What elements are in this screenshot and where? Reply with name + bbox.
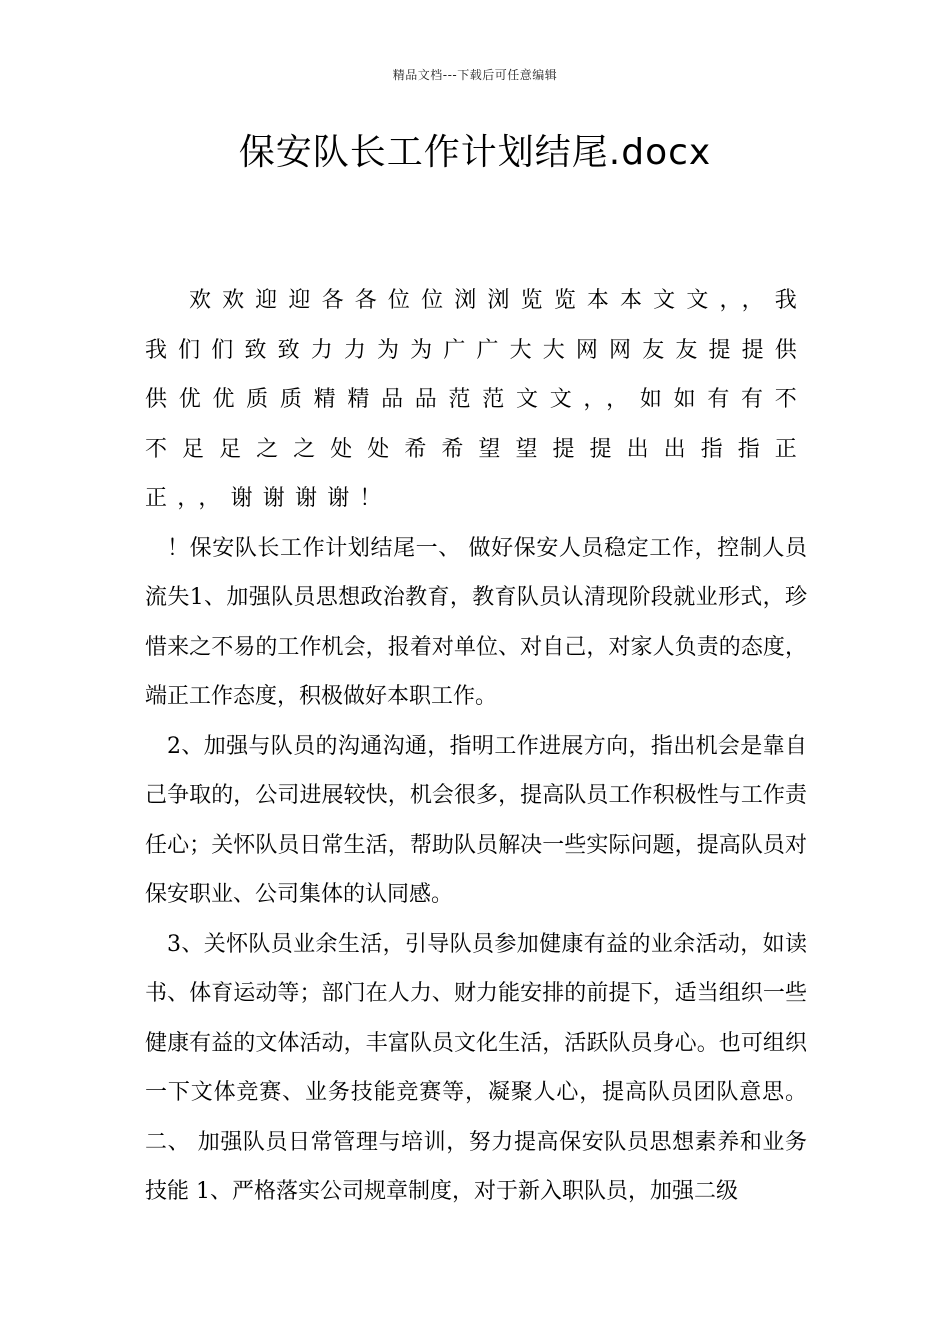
paragraph-1: ！保安队长工作计划结尾一、 做好保安人员稳定工作，控制人员流失1、加强队员思想政治教育，教育队员认清现阶段就业形式，珍惜来之不易的工作机会，报着对单位、对自己，对家人负责的态度，端正工作态度，积极做好本职工作。 [145, 535, 807, 709]
document-title: 保安队长工作计划结尾.docx [238, 132, 712, 173]
paragraph-3: 3、关怀队员业余生活，引导队员参加健康有益的业余活动，如读书、体育运动等；部门在人力、财力能安排的前提下，适当组织一些健康有益的文体活动，丰富队员文化生活，活跃队员身心。也可组织一下文体竞赛、业务技能竞赛等，凝聚人心，提高队员团队意思。二、 加强队员日常管理与培训，努力提高保安队员思想素养和业务技能 1、严格落实公司规章制度，对于新入职队员，加强二级 [145, 931, 807, 1204]
document-body [145, 276, 807, 1217]
paragraph-welcome: 欢欢迎迎各各位位浏浏览览本本文文，，我我们们致致力力为为广广大大网网友友提提供供优优质质精精品品范范文文，，如如有有不不足足之之处处希希望望提提出出指指正正，，谢谢谢谢！ [145, 288, 807, 511]
header-note: 精品文档---下载后可任意编辑 [392, 68, 558, 82]
paragraph-2: 2、加强与队员的沟通沟通，指明工作进展方向，指出机会是靠自己争取的，公司进展较快，机会很多，提高队员工作积极性与工作责任心；关怀队员日常生活，帮助队员解决一些实际问题，提高队员对保安职业、公司集体的认同感。 [145, 733, 807, 907]
